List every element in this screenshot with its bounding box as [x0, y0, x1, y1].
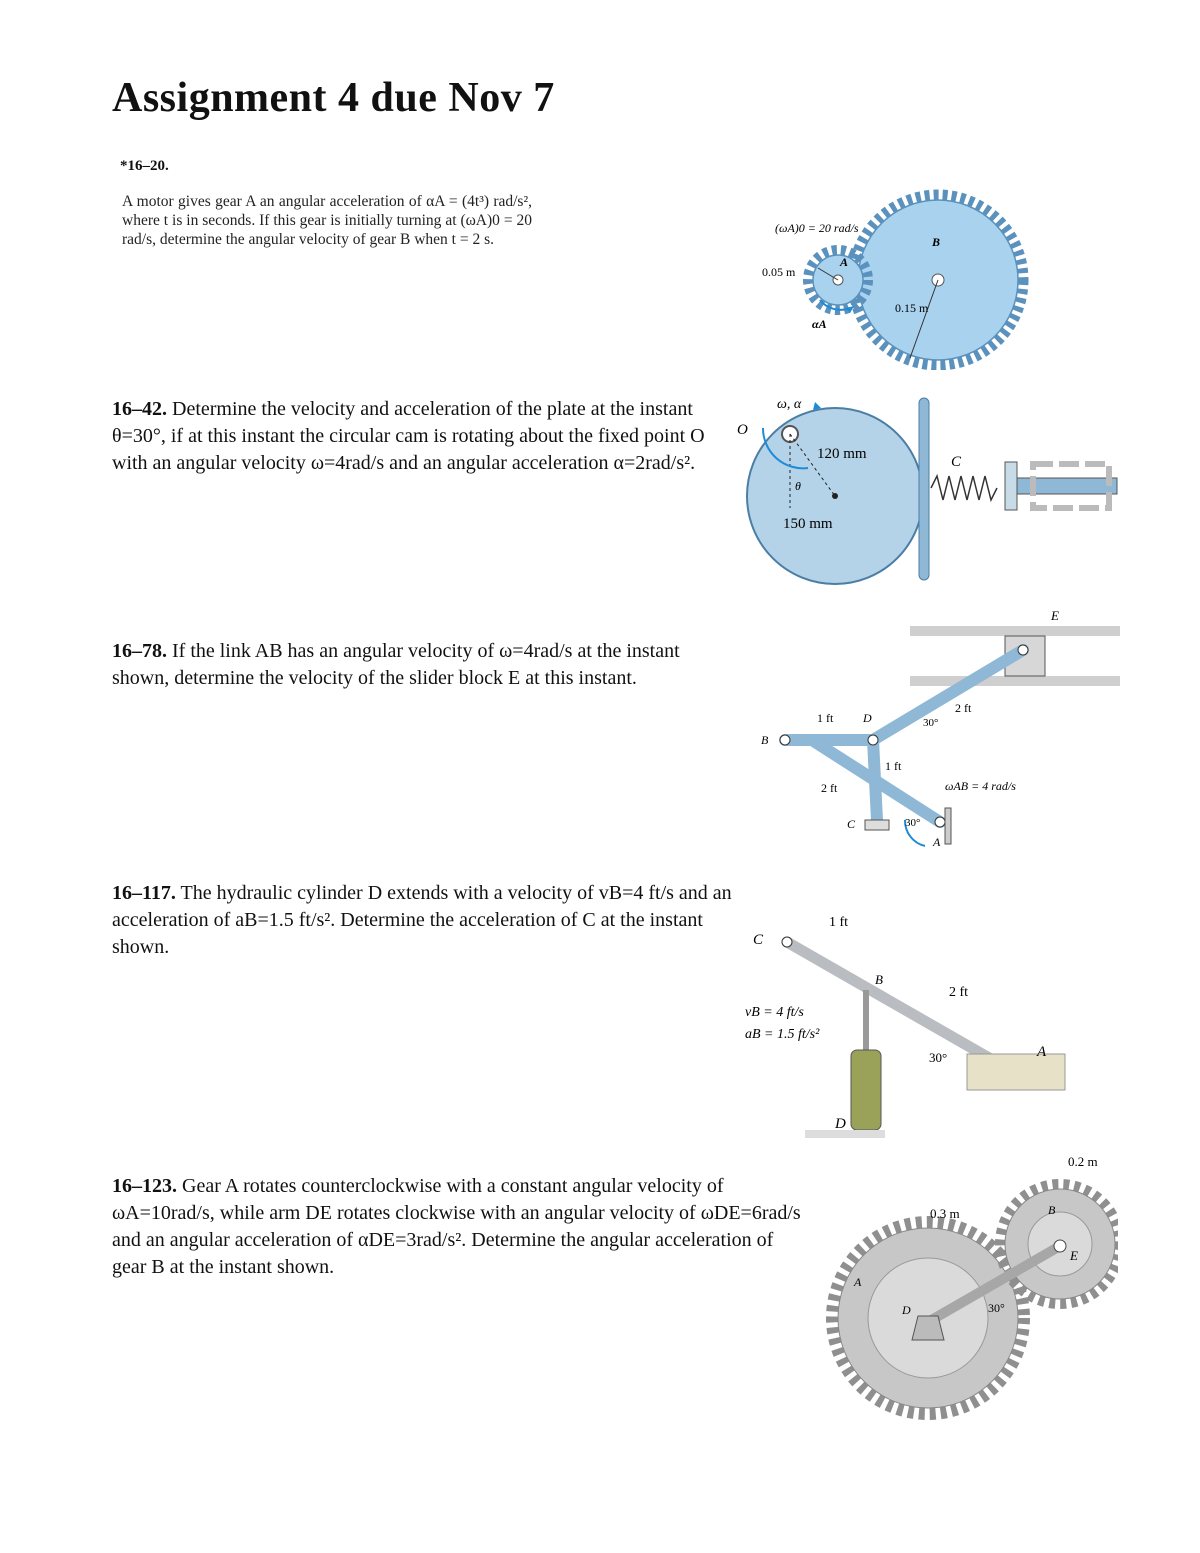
- point-d-label: D: [863, 711, 872, 725]
- slider-a-guide: [967, 1054, 1065, 1090]
- point-a-label: A: [933, 835, 941, 849]
- upper-guide: [910, 626, 1120, 636]
- problem-16-117-number: 16–117.: [112, 882, 176, 904]
- dim-150-label: 150 mm: [783, 516, 833, 532]
- gear-a-label: A: [854, 1275, 862, 1289]
- problem-16-78-number: 16–78.: [112, 640, 167, 662]
- figure-16-42-cam: [733, 388, 1128, 588]
- problem-16-42-text: Determine the velocity and acceleration of the plate at the instant θ=30°, if at this instant the circular cam is rotating about the fixed point O with an angular velocity ω=4rad/s and an angular acceleration α=2rad/s².: [112, 398, 705, 474]
- problem-16-20-number: *16–20.: [120, 158, 169, 174]
- point-c-label: C: [951, 454, 962, 470]
- point-c-label: C: [753, 932, 764, 948]
- problem-16-78: [112, 638, 732, 692]
- radius-b-label: 0.15 m: [895, 301, 929, 315]
- lower-guide: [910, 676, 1120, 686]
- gear-b: [853, 195, 1023, 365]
- point-a-label: A: [1037, 1044, 1047, 1060]
- dim-1ft-top: 1 ft: [817, 711, 834, 725]
- dim-2ft-label: 2 ft: [949, 985, 969, 1000]
- ab-label: aB = 1.5 ft/s²: [745, 1027, 820, 1042]
- problem-16-123-number: 16–123.: [112, 1175, 177, 1197]
- vb-label: vB = 4 ft/s: [745, 1005, 804, 1020]
- problem-16-123-text: Gear A rotates counterclockwise with a constant angular velocity of ωA=10rad/s, while arm DE rotates clockwise with an angular velocity of ωDE=6rad/s and an angular acceleration of αDE=3rad/s². Determine the angular acceleration of gear B at the instant shown.: [112, 1175, 801, 1278]
- gear-b-label: B: [1048, 1203, 1056, 1217]
- problem-16-42: [112, 396, 732, 477]
- radius-03-label: 0.3 m: [930, 1206, 960, 1221]
- figure-16-117-hydraulic: [745, 882, 1075, 1142]
- pin-support-d: [912, 1316, 944, 1340]
- problem-16-117: [112, 880, 732, 961]
- figure-16-78-linkage: [755, 608, 1125, 858]
- problem-16-117-text: The hydraulic cylinder D extends with a velocity of vB=4 ft/s and an acceleration of aB=1.5 ft/s². Determine the acceleration of C at the instant shown.: [112, 882, 732, 958]
- problem-16-78-text: If the link AB has an angular velocity of ω=4rad/s at the instant shown, determine the velocity of the slider block E at this instant.: [112, 640, 680, 689]
- problem-16-42-number: 16–42.: [112, 398, 167, 420]
- point-e-label: E: [1070, 1248, 1078, 1263]
- hydraulic-cylinder-d: [851, 1050, 881, 1130]
- point-b-label: B: [761, 733, 769, 747]
- page-title: Assignment 4 due Nov 7: [112, 75, 555, 121]
- omega0-label: (ωA)0 = 20 rad/s: [775, 221, 859, 235]
- radius-02-label: 0.2 m: [1068, 1154, 1098, 1169]
- point-d-label: D: [902, 1303, 911, 1317]
- problem-16-123: [112, 1173, 802, 1281]
- dim-2ft-right: 2 ft: [955, 701, 972, 715]
- alpha-a-label: αA: [812, 317, 827, 331]
- spring: [931, 476, 997, 500]
- omega-ab-label: ωAB = 4 rad/s: [945, 779, 1016, 793]
- dim-120-label: 120 mm: [817, 446, 867, 462]
- point-b-label: B: [875, 972, 883, 987]
- dim-2ft-left: 2 ft: [821, 781, 838, 795]
- radius-a-label: 0.05 m: [762, 265, 796, 279]
- angle-30-label: 30°: [988, 1301, 1005, 1315]
- theta-label: θ: [795, 479, 801, 493]
- omega-alpha-label: ω, α: [777, 397, 802, 412]
- dim-1ft-label: 1 ft: [829, 915, 849, 930]
- point-o-label: O: [737, 422, 748, 438]
- angle-30-bottom: 30°: [905, 817, 921, 829]
- point-c-label: C: [847, 817, 856, 831]
- figure-16-20-gears: [750, 180, 1060, 370]
- dim-1ft-side: 1 ft: [885, 759, 902, 773]
- figure-16-123-gears: [818, 1150, 1118, 1430]
- gear-a-label: A: [840, 255, 849, 269]
- point-d-label: D: [835, 1116, 846, 1132]
- gear-b-label: B: [932, 235, 941, 249]
- angle-30-label: 30°: [929, 1050, 948, 1065]
- problem-16-20-text: A motor gives gear A an angular acceleration of αA = (4t³) rad/s², where t is in seconds. If this gear is initially turning at (ωA)0 = 20 rad/s, determine the angular velocity of gear B when t = 2 s.: [122, 193, 532, 248]
- plate: [919, 398, 929, 580]
- angle-30-top: 30°: [923, 717, 939, 729]
- slider-e-label: E: [1051, 608, 1059, 623]
- link-de: [873, 650, 1023, 740]
